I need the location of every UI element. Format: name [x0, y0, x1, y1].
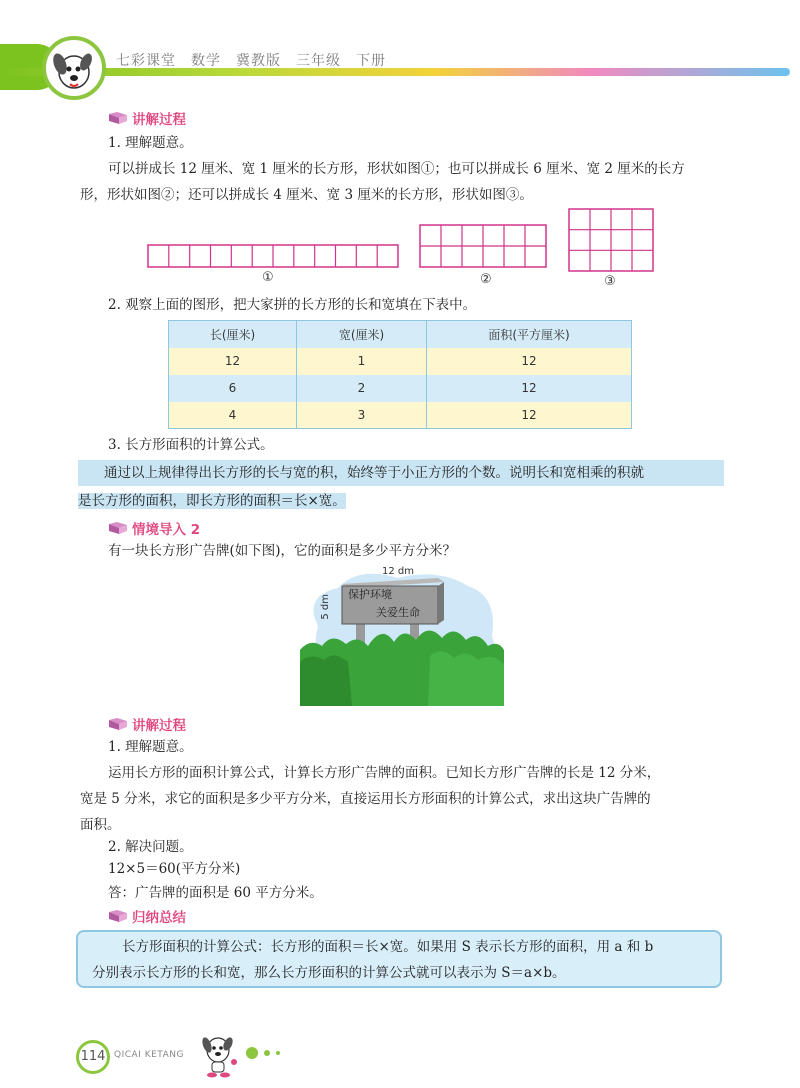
dimension-table: [168, 320, 632, 429]
dog-mascot-icon: [42, 36, 106, 100]
table-header-row: [169, 321, 632, 348]
book-icon: [108, 717, 128, 731]
book-icon: [108, 909, 128, 923]
step-text: 1. 理解题意。: [108, 135, 193, 151]
book-icon: [108, 521, 128, 535]
step-text: 2. 观察上面的图形，把大家拼的长方形的长和宽填在下表中。: [108, 297, 477, 313]
section-heading-scenario: 情境导入 2: [108, 518, 200, 538]
paragraph-line: 宽是 5 分米，求它的面积是多少平方分米，直接运用长方形面积的计算公式，求出这块广告牌的: [80, 791, 651, 807]
summary-box: [76, 930, 722, 988]
header-title: 七彩课堂 数学 冀教版 三年级 下册: [116, 53, 386, 69]
table-row: [169, 402, 632, 429]
section-heading-explanation: 讲解过程: [108, 108, 186, 128]
step-text: 3. 长方形面积的计算公式。: [108, 437, 274, 453]
grid-figure-12x1: [147, 244, 399, 268]
section-heading-summary: 归纳总结: [108, 906, 186, 926]
table-cell: 3: [297, 402, 427, 429]
grid-figure-6x2: [419, 224, 547, 268]
decorative-dot: [264, 1050, 270, 1056]
sign-text-line: 关爱生命: [376, 606, 420, 619]
table-row: [169, 375, 632, 402]
sign-text-line: 保护环境: [348, 588, 392, 601]
footer-brand: QICAI KETANG: [114, 1050, 184, 1060]
sign-height-label: 5 dm: [320, 594, 331, 620]
table-cell: 12: [521, 354, 537, 368]
answer-text: 答：广告牌的面积是 60 平方分米。: [108, 885, 323, 901]
paragraph-line: 面积。: [80, 817, 121, 833]
grid-figure-4x3: [568, 208, 654, 272]
summary-line: 分别表示长方形的长和宽，那么长方形面积的计算公式就可以表示为 S＝a×b。: [92, 965, 566, 981]
table-row: [169, 348, 632, 375]
paragraph-line: 形，形状如图②；还可以拼成长 4 厘米、宽 3 厘米的长方形，形状如图③。: [80, 187, 533, 203]
highlighted-conclusion-line: 通过以上规律得出长方形的长与宽的积，始终等于小正方形的个数。说明长和宽相乘的积就: [78, 460, 724, 486]
step-text: 2. 解决问题。: [108, 839, 193, 855]
step-text: 1. 理解题意。: [108, 739, 193, 755]
paragraph-line: 运用长方形的面积计算公式，计算长方形广告牌的面积。已知长方形广告牌的长是 12 分米，: [108, 765, 661, 781]
table-cell: 12: [521, 381, 537, 395]
book-icon: [108, 111, 128, 125]
decorative-dot: [246, 1047, 258, 1059]
table-cell: 1: [297, 348, 427, 375]
highlighted-conclusion-line: 是长方形的面积，即长方形的面积＝长×宽。: [78, 493, 346, 509]
paragraph-line: 可以拼成长 12 厘米、宽 1 厘米的长方形，形状如图①；也可以拼成长 6 厘米、宽 2 厘米的长方: [108, 161, 685, 177]
summary-line: 长方形面积的计算公式：长方形的面积＝长×宽。如果用 S 表示长方形的面积，用 a 和 b: [122, 939, 654, 955]
question-text: 有一块长方形广告牌(如下图)，它的面积是多少平方分米？: [108, 543, 457, 559]
table-header: 面积(平方厘米): [488, 327, 570, 342]
section-heading-explanation: 讲解过程: [108, 714, 186, 734]
table-cell: 12: [521, 407, 537, 422]
table-cell: 6: [169, 375, 297, 402]
figure-label: ①: [262, 270, 274, 285]
table-cell: 2: [297, 375, 427, 402]
table-header: 长(厘米): [169, 321, 297, 348]
dog-mascot-footer-icon: [196, 1032, 240, 1078]
table-cell: 4: [169, 402, 297, 429]
figure-label: ③: [604, 274, 616, 289]
page-number: 114: [76, 1040, 110, 1074]
table-cell: 12: [169, 348, 297, 375]
billboard-illustration: [298, 566, 504, 706]
billboard-scene: [298, 566, 504, 706]
figure-label: ②: [480, 272, 492, 287]
equation-text: 12×5＝60(平方分米): [108, 861, 241, 877]
table-header: 宽(厘米): [297, 321, 427, 348]
decorative-dot: [276, 1051, 280, 1055]
sign-width-label: 12 dm: [382, 566, 414, 577]
